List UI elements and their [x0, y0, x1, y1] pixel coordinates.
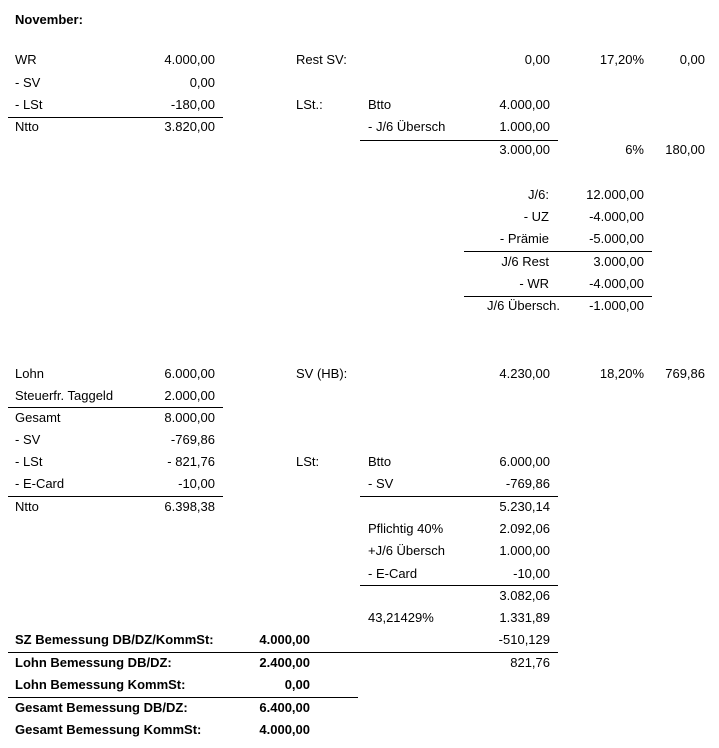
sec2-label-taggeld: Steuerfr. Taggeld [15, 388, 114, 403]
divider [8, 407, 223, 408]
sec2-lst-subtotal-2: 3.082,06 [499, 588, 550, 603]
sec2-lst-deduction: -510,129 [498, 632, 550, 647]
sec2-lst-heading: LSt: [296, 454, 320, 469]
summary-value-gesamt-kommst: 4.000,00 [259, 722, 310, 737]
j6-label-uebersch: J/6 Übersch. [487, 298, 560, 313]
sec2-lst-label-pflichtig: Pflichtig 40% [368, 521, 444, 536]
sec2-value-lst: - 821,76 [167, 454, 215, 469]
sec1-label-sv: - SV [15, 75, 41, 90]
sec1-lst-rate: 6% [625, 142, 644, 157]
sec2-lst-value-pflichtig: 2.092,06 [499, 521, 550, 536]
divider [360, 585, 558, 586]
sec2-lst-value-sv: -769,86 [505, 476, 550, 491]
sec2-lst-label-ecard: - E-Card [368, 566, 418, 581]
sec2-label-gesamt: Gesamt [15, 410, 61, 425]
j6-value-rest: 3.000,00 [593, 254, 644, 269]
summary-label-lohn-dbdz: Lohn Bemessung DB/DZ: [15, 655, 172, 670]
divider [464, 296, 652, 297]
j6-value-wr: -4.000,00 [589, 276, 644, 291]
summary-value-sz: 4.000,00 [259, 632, 310, 647]
sec1-label-wr: WR [15, 52, 37, 67]
divider [8, 496, 223, 497]
sec1-lst-heading: LSt.: [296, 97, 323, 112]
sec1-label-lst: - LSt [15, 97, 43, 112]
summary-label-sz: SZ Bemessung DB/DZ/KommSt: [15, 632, 214, 647]
sec2-value-gesamt: 8.000,00 [164, 410, 215, 425]
sec1-value-wr: 4.000,00 [164, 52, 215, 67]
sec2-value-ecard: -10,00 [178, 476, 215, 491]
divider [8, 697, 358, 698]
sec2-value-sv: -769,86 [170, 432, 215, 447]
sec1-value-ntto: 3.820,00 [164, 119, 215, 134]
sec2-lst-value-j6: 1.000,00 [499, 543, 550, 558]
sec2-label-lohn: Lohn [15, 366, 44, 381]
sec1-value-lst: -180,00 [170, 97, 215, 112]
j6-label-rest: J/6 Rest [501, 254, 549, 269]
sec2-label-lst: - LSt [15, 454, 43, 469]
j6-label-uz: - UZ [523, 209, 549, 224]
sec2-lst-result: 821,76 [510, 655, 550, 670]
rest-sv-rate: 17,20% [599, 52, 644, 67]
divider [8, 652, 558, 653]
sec2-lst-label-rate: 43,21429% [368, 610, 434, 625]
summary-value-gesamt-dbdz: 6.400,00 [259, 700, 310, 715]
sec2-lst-value-btto: 6.000,00 [499, 454, 550, 469]
sec2-lst-value-rate: 1.331,89 [499, 610, 550, 625]
sec2-value-taggeld: 2.000,00 [164, 388, 215, 403]
sec2-label-sv: - SV [15, 432, 41, 447]
sec2-value-ntto: 6.398,38 [164, 499, 215, 514]
sec2-lst-label-btto: Btto [368, 454, 392, 469]
sec1-lst-result: 180,00 [665, 142, 705, 157]
sv-hb-result: 769,86 [665, 366, 705, 381]
sec1-lst-value-btto: 4.000,00 [499, 97, 550, 112]
divider [360, 140, 558, 141]
sec1-lst-value-j6: 1.000,00 [499, 119, 550, 134]
divider [360, 496, 558, 497]
sv-hb-amount: 4.230,00 [499, 366, 550, 381]
rest-sv-label: Rest SV: [296, 52, 347, 67]
sec1-lst-total: 3.000,00 [499, 142, 550, 157]
rest-sv-amount: 0,00 [524, 52, 550, 67]
sec2-lst-label-sv: - SV [368, 476, 394, 491]
page-title: November: [15, 12, 83, 27]
sec2-lst-subtotal-1: 5.230,14 [499, 499, 550, 514]
sec2-lst-label-j6: +J/6 Übersch [368, 543, 445, 558]
sec1-lst-label-j6: - J/6 Übersch [368, 119, 446, 134]
sv-hb-rate: 18,20% [599, 366, 644, 381]
summary-label-lohn-kommst: Lohn Bemessung KommSt: [15, 677, 186, 692]
summary-value-lohn-dbdz: 2.400,00 [259, 655, 310, 670]
sec2-label-ecard: - E-Card [15, 476, 65, 491]
summary-value-lohn-kommst: 0,00 [284, 677, 310, 692]
summary-label-gesamt-kommst: Gesamt Bemessung KommSt: [15, 722, 202, 737]
j6-label-praemie: - Prämie [499, 231, 549, 246]
sec1-lst-label-btto: Btto [368, 97, 392, 112]
sec1-value-sv: 0,00 [189, 75, 215, 90]
j6-label-total: J/6: [528, 187, 549, 202]
j6-value-praemie: -5.000,00 [589, 231, 644, 246]
sec2-label-ntto: Ntto [15, 499, 39, 514]
sec2-value-lohn: 6.000,00 [164, 366, 215, 381]
rest-sv-result: 0,00 [679, 52, 705, 67]
divider [8, 117, 223, 118]
divider [464, 251, 652, 252]
j6-value-total: 12.000,00 [586, 187, 644, 202]
j6-value-uz: -4.000,00 [589, 209, 644, 224]
sv-hb-label: SV (HB): [296, 366, 348, 381]
sec1-label-ntto: Ntto [15, 119, 39, 134]
j6-label-wr: - WR [519, 276, 549, 291]
summary-label-gesamt-dbdz: Gesamt Bemessung DB/DZ: [15, 700, 188, 715]
sec2-lst-value-ecard: -10,00 [513, 566, 550, 581]
j6-value-uebersch: -1.000,00 [589, 298, 644, 313]
